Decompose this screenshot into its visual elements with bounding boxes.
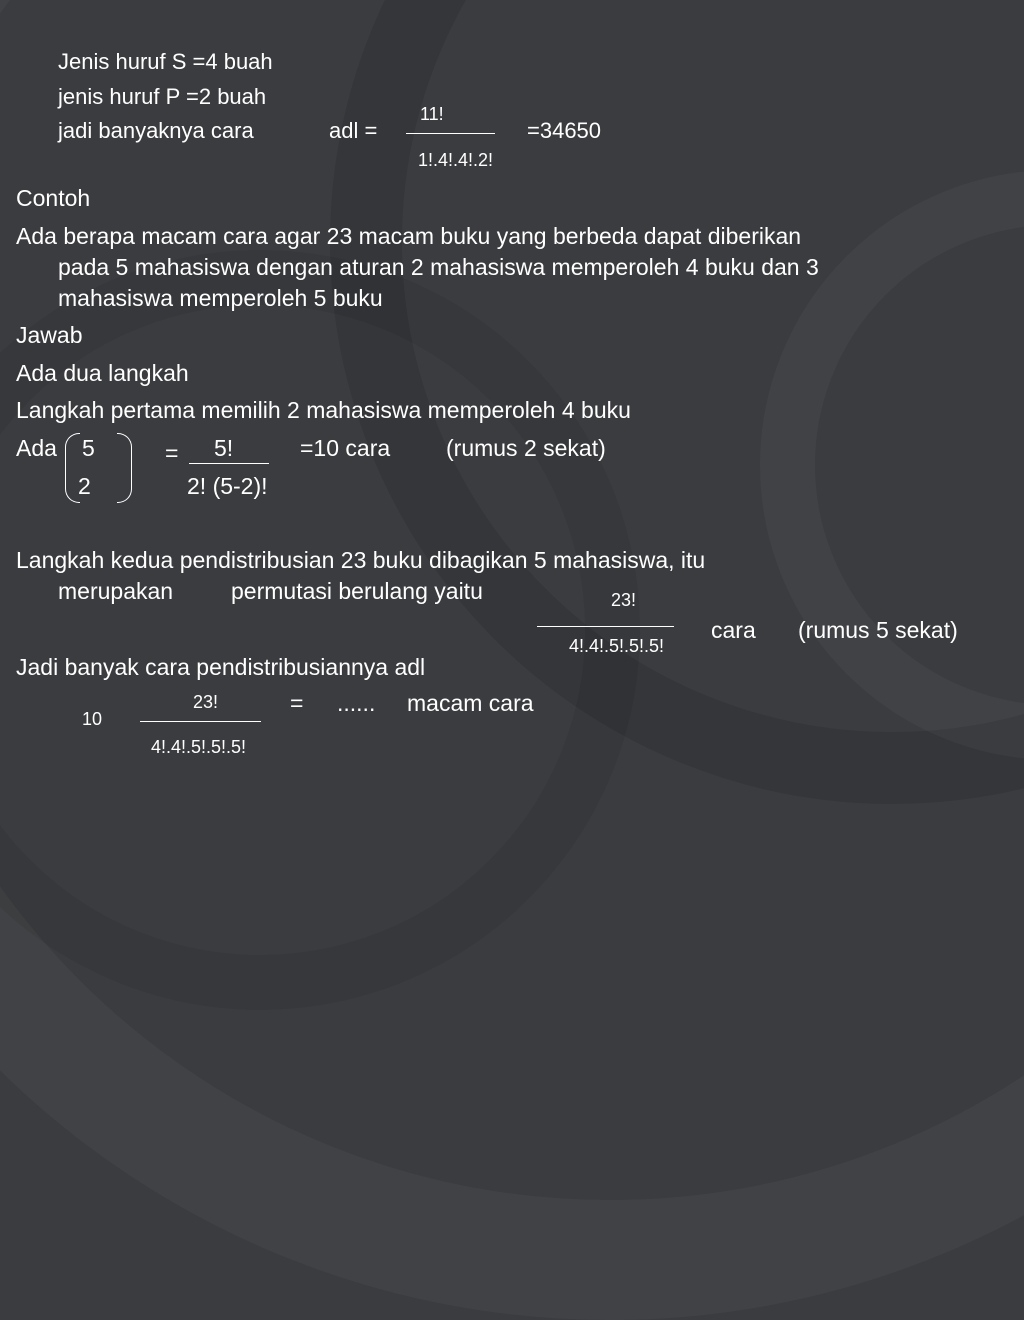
- combination-right-parenthesis: [117, 433, 132, 503]
- answer-title: Jawab: [16, 322, 83, 348]
- step-2-line-2-part-1: merupakan: [58, 578, 174, 604]
- steps-title: Ada dua langkah: [16, 360, 189, 386]
- combination-result: =10 cara: [300, 435, 391, 461]
- step-1-title: Langkah pertama memilih 2 mahasiswa memperoleh 4 buku: [16, 397, 631, 423]
- combination-fraction-line: [189, 463, 269, 464]
- combination-top: 5: [82, 435, 95, 461]
- final-equals: =: [290, 690, 304, 716]
- final-denominator: 4!.4!.5!.5!.5!: [151, 737, 247, 757]
- permutation-denominator: 4!.4!.5!.5!.5!: [569, 636, 665, 656]
- combination-equals: =: [165, 440, 179, 466]
- final-fraction-line: [140, 721, 261, 722]
- final-dots: ......: [337, 690, 376, 716]
- intro-adl-label: adl =: [329, 118, 378, 143]
- conclusion-line: Jadi banyak cara pendistribusiannya adl: [16, 654, 426, 680]
- intro-fraction-denominator: 1!.4!.4!.2!: [418, 150, 494, 170]
- intro-line-3: jadi banyaknya cara: [58, 118, 254, 143]
- permutation-note: (rumus 5 sekat): [798, 617, 958, 643]
- combination-bottom: 2: [78, 473, 91, 499]
- final-multiplier: 10: [82, 709, 103, 729]
- problem-line-3: mahasiswa memperoleh 5 buku: [58, 285, 383, 311]
- problem-line-1: Ada berapa macam cara agar 23 macam buku yang berbeda dapat diberikan: [16, 223, 802, 249]
- problem-line-2: pada 5 mahasiswa dengan aturan 2 mahasiswa memperoleh 4 buku dan 3: [58, 254, 819, 280]
- permutation-numerator: 23!: [611, 590, 637, 610]
- final-numerator: 23!: [193, 692, 219, 712]
- combination-prefix: Ada: [16, 435, 57, 461]
- step-2-line-2-part-2: permutasi berulang yaitu: [231, 578, 483, 604]
- permutation-fraction-line: [537, 626, 674, 627]
- combination-note: (rumus 2 sekat): [446, 435, 606, 461]
- final-suffix: macam cara: [407, 690, 534, 716]
- intro-fraction-line: [406, 133, 495, 134]
- intro-line-2: jenis huruf P =2 buah: [58, 84, 267, 109]
- example-title: Contoh: [16, 185, 91, 211]
- combination-denominator: 2! (5-2)!: [187, 473, 268, 499]
- permutation-word: cara: [711, 617, 756, 643]
- intro-line-1: Jenis huruf S =4 buah: [58, 49, 273, 74]
- intro-fraction-numerator: 11!: [420, 104, 444, 124]
- combination-numerator: 5!: [214, 435, 234, 461]
- step-2-line-1: Langkah kedua pendistribusian 23 buku dibagikan 5 mahasiswa, itu: [16, 547, 706, 573]
- intro-result: =34650: [527, 118, 602, 143]
